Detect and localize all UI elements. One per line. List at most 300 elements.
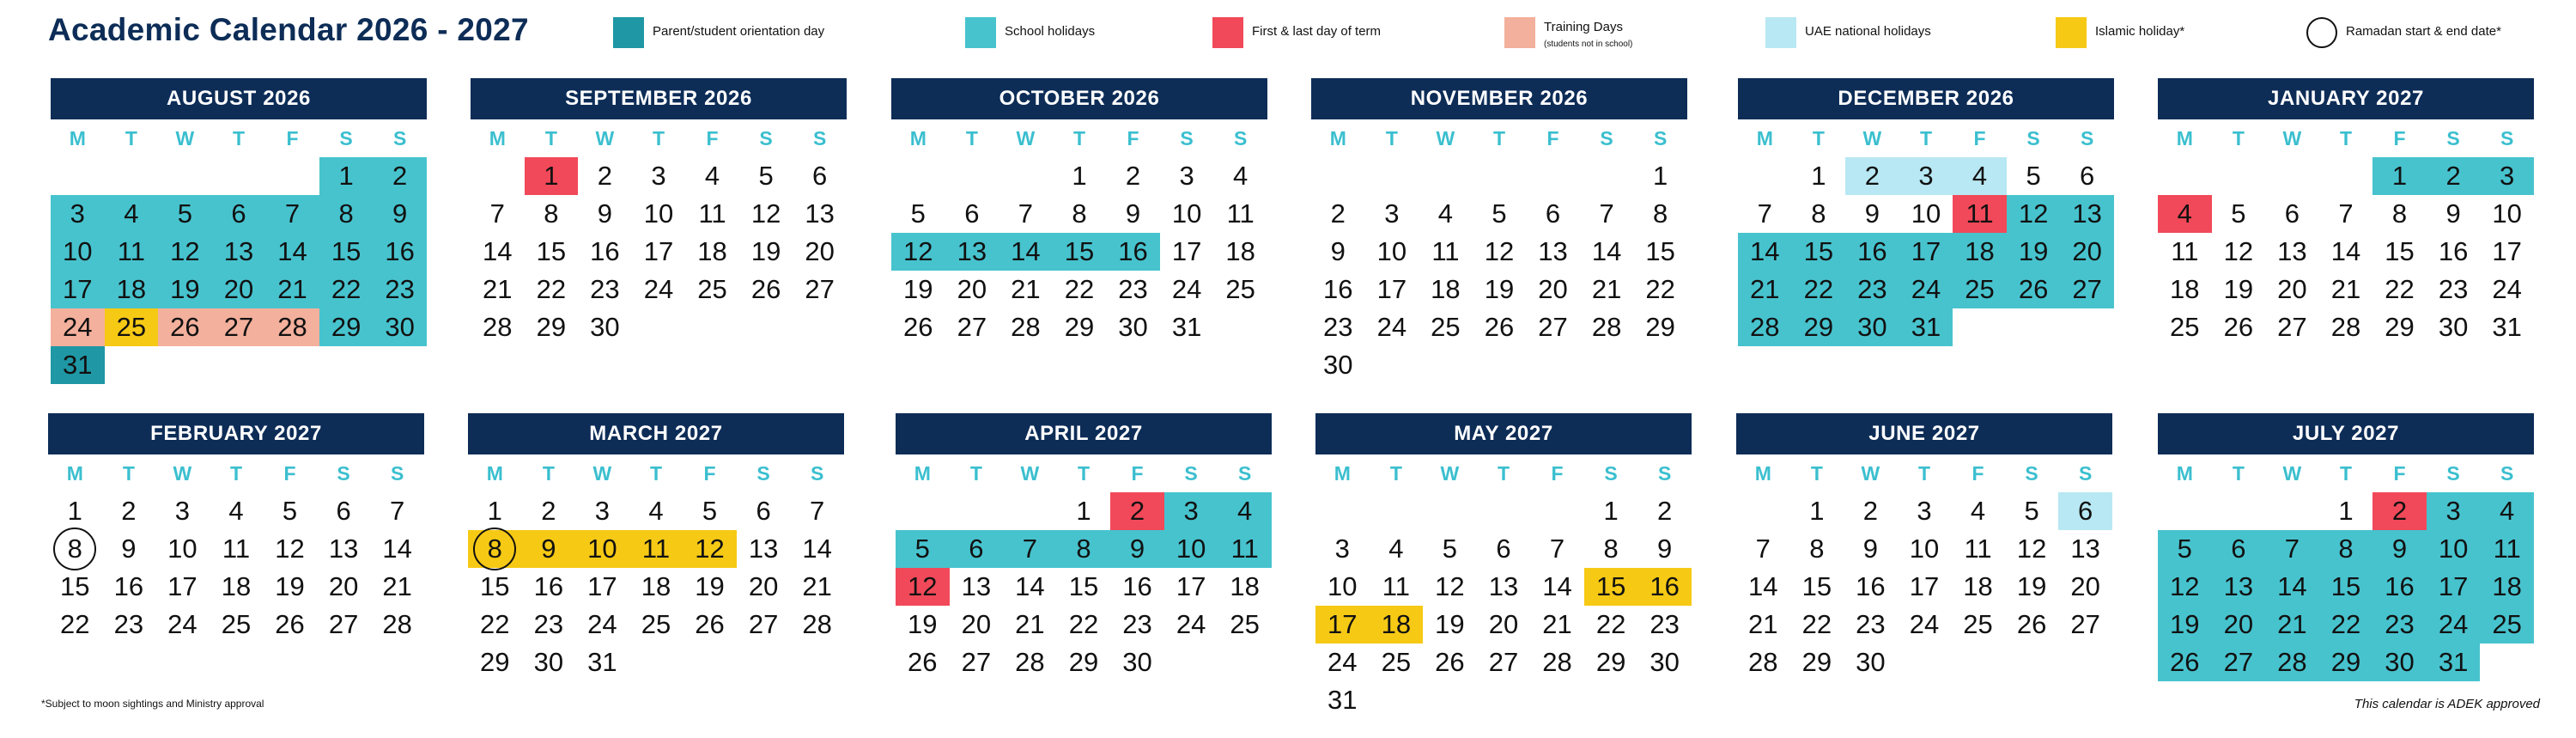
day-cell: 9 <box>1864 198 1880 229</box>
month-header: SEPTEMBER 2026 <box>471 78 847 119</box>
day-cell: 27 <box>2212 643 2266 681</box>
day-cell: 30 <box>1649 647 1680 677</box>
day-cell: 20 <box>748 571 779 601</box>
weekday-label: T <box>2339 127 2352 149</box>
day-cell: 15 <box>2319 568 2373 606</box>
day-cell: 21 <box>2330 274 2361 304</box>
day-cell: 23 <box>1649 609 1680 639</box>
day-cell: 16 <box>590 236 620 266</box>
day-cell: 15 <box>1068 571 1099 601</box>
day-cell: 11 <box>1218 530 1272 568</box>
day-cell: 7 <box>2338 198 2354 229</box>
day-cell: 12 <box>750 198 781 229</box>
month-grid <box>1738 119 2114 346</box>
day-cell: 30 <box>373 308 427 346</box>
day-cell: 25 <box>221 609 252 639</box>
day-cell: 18 <box>1230 571 1260 601</box>
weekday-label: T <box>649 462 662 485</box>
weekday-label: M <box>66 462 83 485</box>
day-cell: 31 <box>1899 308 1953 346</box>
day-cell: 21 <box>1738 271 1792 308</box>
day-cell: 7 <box>1757 198 1772 229</box>
day-cell: 22 <box>2385 274 2415 304</box>
weekday-label: F <box>703 462 716 485</box>
month-july-2027 <box>2158 413 2534 681</box>
day-cell: 11 <box>629 530 683 568</box>
day-cell: 13 <box>2277 236 2307 266</box>
weekday-label: F <box>286 127 299 149</box>
day-cell: 24 <box>1909 609 1940 639</box>
day-cell: 26 <box>1484 312 1515 342</box>
day-cell: 24 <box>1899 271 1953 308</box>
day-cell: 7 <box>1549 534 1565 564</box>
day-cell: 22 <box>536 274 567 304</box>
weekday-label: F <box>1973 127 1986 149</box>
day-cell: 28 <box>1591 312 1622 342</box>
day-cell: 24 <box>587 609 617 639</box>
weekday-label: S <box>2080 127 2094 149</box>
training-swatch <box>1504 17 1535 48</box>
day-cell: 12 <box>1484 236 1515 266</box>
day-cell: 1 <box>1811 161 1826 191</box>
day-cell: 19 <box>275 571 305 601</box>
day-cell: 27 <box>1538 312 1568 342</box>
day-cell: 26 <box>158 308 212 346</box>
day-cell: 14 <box>483 236 513 266</box>
weekday-label: S <box>2446 127 2460 149</box>
day-cell: 31 <box>1171 312 1202 342</box>
day-cell: 5 <box>702 496 718 526</box>
weekday-label: W <box>595 127 615 149</box>
day-cell: 31 <box>587 647 617 677</box>
day-cell: 1 <box>1603 496 1619 526</box>
month-september-2026 <box>471 78 847 346</box>
day-cell: 9 <box>1330 236 1346 266</box>
weekday-label: F <box>283 462 296 485</box>
weekday-label: S <box>1180 127 1194 149</box>
month-grid <box>891 119 1267 346</box>
day-cell: 3 <box>1384 198 1400 229</box>
weekday-label: T <box>1385 127 1398 149</box>
day-cell: 21 <box>265 271 319 308</box>
month-february-2027 <box>48 413 424 643</box>
day-cell: 20 <box>2277 274 2307 304</box>
day-cell: 8 <box>1603 534 1619 564</box>
weekday-label: W <box>1436 127 1455 149</box>
day-cell: 4 <box>648 496 664 526</box>
day-cell: 2 <box>1330 198 1346 229</box>
day-cell: 11 <box>2480 530 2534 568</box>
weekday-label: F <box>1131 462 1144 485</box>
day-cell: 3 <box>2480 157 2534 195</box>
day-cell: 26 <box>2016 609 2047 639</box>
month-grid <box>51 119 427 384</box>
day-cell: 23 <box>2372 606 2427 643</box>
day-cell: 17 <box>1376 274 1407 304</box>
day-cell: 23 <box>533 609 564 639</box>
day-cell: 12 <box>2158 568 2212 606</box>
day-cell: 20 <box>961 609 992 639</box>
day-cell: 20 <box>212 271 266 308</box>
weekday-label: T <box>1810 462 1823 485</box>
day-cell: 17 <box>1315 606 1370 643</box>
day-cell: 7 <box>1599 198 1614 229</box>
day-cell: 15 <box>1801 571 1832 601</box>
day-cell: 5 <box>1442 534 1458 564</box>
day-cell: 1 <box>1809 496 1825 526</box>
day-cell: 11 <box>2171 236 2199 266</box>
islamic-swatch <box>2056 17 2087 48</box>
day-cell: 8 <box>1811 198 1826 229</box>
day-cell: 28 <box>1738 308 1792 346</box>
page-title: Academic Calendar 2026 - 2027 <box>48 12 529 47</box>
day-cell: 9 <box>1125 198 1141 229</box>
day-cell: 2 <box>2372 492 2427 530</box>
weekday-label: M <box>2176 127 2193 149</box>
day-cell: 1 <box>67 496 82 526</box>
day-cell: 7 <box>2265 530 2319 568</box>
weekday-label: S <box>2500 127 2514 149</box>
day-cell: 21 <box>1748 609 1778 639</box>
day-cell: 11 <box>105 233 159 271</box>
month-grid <box>468 454 844 681</box>
month-grid <box>2158 454 2534 681</box>
day-cell: 10 <box>1327 571 1358 601</box>
day-cell: 23 <box>1323 312 1353 342</box>
weekday-label: S <box>2026 127 2040 149</box>
day-cell: 21 <box>1542 609 1572 639</box>
orientation-swatch <box>613 17 644 48</box>
day-cell: 1 <box>2338 496 2354 526</box>
month-april-2027 <box>896 413 1272 681</box>
day-cell: 26 <box>695 609 725 639</box>
day-cell: 19 <box>2016 571 2047 601</box>
day-cell: 14 <box>1748 571 1778 601</box>
weekday-label: F <box>2393 462 2406 485</box>
day-cell: 16 <box>2438 236 2469 266</box>
day-cell: 13 <box>2070 534 2100 564</box>
day-cell: 12 <box>158 233 212 271</box>
day-cell: 4 <box>228 496 244 526</box>
day-cell: 12 <box>2016 534 2047 564</box>
day-cell: 23 <box>1122 609 1152 639</box>
day-cell: 30 <box>2372 643 2427 681</box>
day-cell: 28 <box>483 312 513 342</box>
day-cell: 30 <box>2438 312 2469 342</box>
day-cell: 28 <box>1011 312 1041 342</box>
day-cell: 14 <box>2265 568 2319 606</box>
day-cell: 18 <box>641 571 671 601</box>
day-cell: 9 <box>597 198 613 229</box>
day-cell: 29 <box>1595 647 1626 677</box>
legend-label: First & last day of term <box>1252 24 1382 39</box>
day-cell: 19 <box>2158 606 2212 643</box>
day-cell: 6 <box>1496 534 1511 564</box>
day-cell: 27 <box>212 308 266 346</box>
day-cell: 25 <box>1953 271 2007 308</box>
weekday-label: W <box>1861 462 1880 485</box>
day-cell: 10 <box>1909 534 1940 564</box>
day-cell: 8 <box>468 530 522 568</box>
month-november-2026 <box>1311 78 1687 384</box>
day-cell: 13 <box>212 233 266 271</box>
day-cell: 5 <box>2024 496 2039 526</box>
day-cell: 22 <box>1068 609 1099 639</box>
weekday-label: M <box>69 127 86 149</box>
day-cell: 13 <box>945 233 999 271</box>
day-cell: 7 <box>390 496 405 526</box>
weekday-label: S <box>2025 462 2038 485</box>
day-cell: 9 <box>373 195 427 233</box>
day-cell: 22 <box>319 271 374 308</box>
day-cell: 5 <box>2026 161 2041 191</box>
weekday-label: S <box>1233 127 1248 149</box>
day-cell: 6 <box>1545 198 1561 229</box>
day-cell: 30 <box>1856 647 1886 677</box>
day-cell: 3 <box>51 195 105 233</box>
day-cell: 24 <box>1171 274 1202 304</box>
day-cell: 15 <box>60 571 90 601</box>
day-cell: 18 <box>1225 236 1255 266</box>
day-cell: 2 <box>1125 161 1141 191</box>
day-cell: 7 <box>1755 534 1771 564</box>
day-cell: 29 <box>2385 312 2415 342</box>
day-cell: 5 <box>2231 198 2246 229</box>
day-cell: 28 <box>265 308 319 346</box>
day-cell: 21 <box>1011 274 1041 304</box>
day-cell: 3 <box>1899 157 1953 195</box>
weekday-label: T <box>229 462 242 485</box>
weekday-label: S <box>759 127 773 149</box>
day-cell: 25 <box>1225 274 1255 304</box>
day-cell: 16 <box>2372 568 2427 606</box>
month-january-2027 <box>2158 78 2534 346</box>
day-cell: 30 <box>590 312 620 342</box>
day-cell: 19 <box>2223 274 2254 304</box>
day-cell: 1 <box>1653 161 1668 191</box>
month-grid <box>1315 454 1692 719</box>
legend-label: Ramadan start & end date* <box>2346 24 2501 39</box>
day-cell: 28 <box>382 609 412 639</box>
weekday-label: S <box>1653 127 1668 149</box>
day-cell: 27 <box>328 609 359 639</box>
day-cell: 29 <box>480 647 510 677</box>
weekday-label: S <box>392 127 407 149</box>
weekday-label: W <box>173 462 192 485</box>
weekday-label: W <box>1016 127 1036 149</box>
day-cell: 25 <box>1431 312 1461 342</box>
day-cell: 29 <box>1792 308 1846 346</box>
day-cell: 8 <box>1057 530 1111 568</box>
day-cell: 3 <box>1179 161 1194 191</box>
day-cell: 4 <box>1970 496 1986 526</box>
uae-holidays-swatch <box>1765 17 1796 48</box>
weekday-label: W <box>175 127 195 149</box>
day-cell: 4 <box>1218 492 1272 530</box>
day-cell: 7 <box>1018 198 1034 229</box>
day-cell: 26 <box>750 274 781 304</box>
day-cell: 27 <box>805 274 835 304</box>
weekday-label: W <box>592 462 612 485</box>
month-grid <box>2158 119 2534 346</box>
day-cell: 23 <box>590 274 620 304</box>
day-cell: 23 <box>113 609 144 639</box>
day-cell: 17 <box>51 271 105 308</box>
weekday-label: F <box>1127 127 1139 149</box>
legend-label: Training Days <box>1544 20 1623 34</box>
legend-label: UAE national holidays <box>1805 24 1931 39</box>
day-cell: 2 <box>121 496 137 526</box>
day-cell: 17 <box>1176 571 1206 601</box>
day-cell: 12 <box>275 534 305 564</box>
day-cell: 17 <box>2492 236 2522 266</box>
day-cell: 3 <box>651 161 666 191</box>
day-cell: 28 <box>1542 647 1572 677</box>
day-cell: 2 <box>597 161 613 191</box>
day-cell: 12 <box>896 568 950 606</box>
day-cell: 9 <box>522 530 576 568</box>
day-cell: 8 <box>544 198 559 229</box>
day-cell: 22 <box>480 609 510 639</box>
day-cell: 10 <box>1164 530 1218 568</box>
day-cell: 30 <box>1323 350 1353 380</box>
day-cell: 16 <box>1845 233 1899 271</box>
day-cell: 13 <box>328 534 359 564</box>
day-cell: 6 <box>2058 492 2112 530</box>
day-cell: 6 <box>336 496 351 526</box>
day-cell: 3 <box>594 496 611 526</box>
month-header: OCTOBER 2026 <box>891 78 1267 119</box>
weekday-label: M <box>2176 462 2193 485</box>
month-header: MARCH 2027 <box>468 413 844 454</box>
day-cell: 29 <box>1064 312 1095 342</box>
weekday-label: T <box>1497 462 1510 485</box>
day-cell: 26 <box>275 609 305 639</box>
month-grid <box>1311 119 1687 384</box>
weekday-label: S <box>1237 462 1252 485</box>
day-cell: 21 <box>382 571 412 601</box>
day-cell: 16 <box>1323 274 1353 304</box>
day-cell: 6 <box>756 496 771 526</box>
month-header: JANUARY 2027 <box>2158 78 2534 119</box>
month-december-2026 <box>1738 78 2114 346</box>
month-header: JULY 2027 <box>2158 413 2534 454</box>
day-cell: 23 <box>1845 271 1899 308</box>
day-cell: 14 <box>1738 233 1792 271</box>
day-cell: 27 <box>957 312 987 342</box>
weekday-label: W <box>1440 462 1460 485</box>
day-cell: 21 <box>483 274 513 304</box>
day-cell: 18 <box>105 271 159 308</box>
month-grid <box>471 119 847 346</box>
month-may-2027 <box>1315 413 1692 719</box>
day-cell: 16 <box>1122 571 1152 601</box>
day-cell: 5 <box>758 161 774 191</box>
day-cell: 24 <box>167 609 197 639</box>
day-cell: 30 <box>1118 312 1148 342</box>
legend-label: Islamic holiday* <box>2095 24 2185 39</box>
weekday-label: T <box>1919 127 1932 149</box>
day-cell: 4 <box>2158 195 2212 233</box>
day-cell: 10 <box>2427 530 2481 568</box>
day-cell: 24 <box>1327 647 1358 677</box>
month-header: DECEMBER 2026 <box>1738 78 2114 119</box>
day-cell: 1 <box>2372 157 2427 195</box>
weekday-label: W <box>2282 462 2302 485</box>
day-cell: 11 <box>1382 571 1410 601</box>
day-cell: 26 <box>1435 647 1465 677</box>
day-cell: 3 <box>1334 534 1350 564</box>
weekday-label: F <box>706 127 719 149</box>
day-cell: 31 <box>51 346 105 384</box>
legend-label: Parent/student orientation day <box>653 24 825 39</box>
weekday-label: T <box>125 127 137 149</box>
day-cell: 1 <box>319 157 374 195</box>
day-cell: 4 <box>2480 492 2534 530</box>
footnote: *Subject to moon sightings and Ministry approval <box>41 698 264 710</box>
day-cell: 21 <box>1015 609 1045 639</box>
day-cell: 15 <box>1053 233 1107 271</box>
day-cell: 6 <box>2284 198 2300 229</box>
day-cell: 28 <box>1015 647 1045 677</box>
weekday-label: W <box>1020 462 1040 485</box>
day-cell: 20 <box>1488 609 1519 639</box>
month-grid <box>48 454 424 643</box>
day-cell: 20 <box>2212 606 2266 643</box>
day-cell: 16 <box>1856 571 1886 601</box>
month-march-2027 <box>468 413 844 681</box>
day-cell: 31 <box>2492 312 2522 342</box>
day-cell: 5 <box>1492 198 1507 229</box>
day-cell: 22 <box>60 609 90 639</box>
weekday-label: T <box>1072 127 1085 149</box>
weekday-label: T <box>1812 127 1825 149</box>
day-cell: 18 <box>2480 568 2534 606</box>
day-cell: 15 <box>480 571 510 601</box>
day-cell: 19 <box>158 271 212 308</box>
day-cell: 6 <box>964 198 980 229</box>
day-cell: 24 <box>51 308 105 346</box>
day-cell: 11 <box>1964 534 1992 564</box>
weekday-label: T <box>544 127 557 149</box>
day-cell: 2 <box>541 496 556 526</box>
day-cell: 26 <box>2158 643 2212 681</box>
weekday-label: F <box>1551 462 1564 485</box>
weekday-label: S <box>337 462 350 485</box>
day-cell: 11 <box>1226 198 1255 229</box>
weekday-label: S <box>1604 462 1618 485</box>
day-cell: 2 <box>1862 496 1879 526</box>
day-cell: 22 <box>2319 606 2373 643</box>
day-cell: 1 <box>1072 161 1087 191</box>
day-cell: 17 <box>2427 568 2481 606</box>
day-cell: 9 <box>1862 534 1879 564</box>
day-cell: 2 <box>2427 157 2481 195</box>
day-cell: 29 <box>536 312 567 342</box>
day-cell: 9 <box>2372 530 2427 568</box>
day-cell: 19 <box>750 236 781 266</box>
day-cell: 18 <box>1963 571 1993 601</box>
weekday-label: F <box>1546 127 1559 149</box>
day-cell: 14 <box>382 534 412 564</box>
day-cell: 1 <box>525 157 579 195</box>
day-cell: 19 <box>1435 609 1465 639</box>
legend-sublabel: (students not in school) <box>1544 40 1633 49</box>
day-cell: 19 <box>1484 274 1515 304</box>
day-cell: 25 <box>697 274 727 304</box>
day-cell: 22 <box>1801 609 1832 639</box>
day-cell: 8 <box>2319 530 2373 568</box>
